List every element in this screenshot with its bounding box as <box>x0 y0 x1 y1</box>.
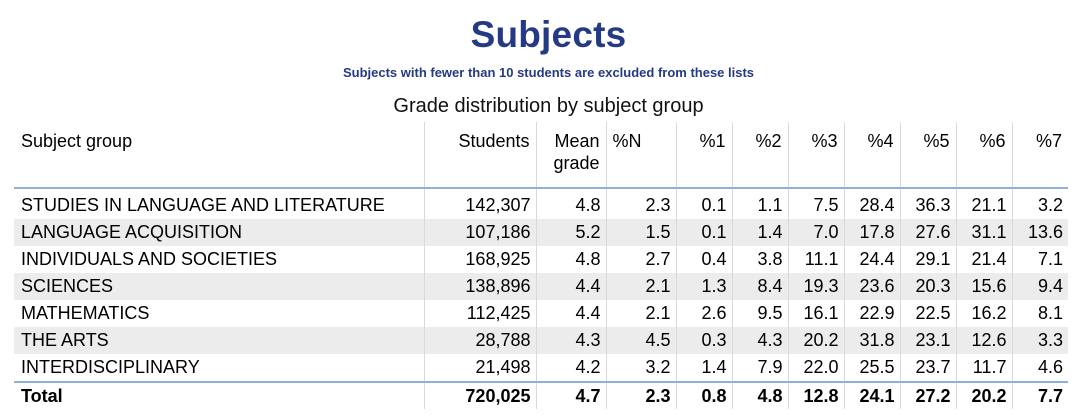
header-mean-grade <box>536 122 606 188</box>
cell-pct-2: 8.4 <box>732 273 788 300</box>
cell-pct-7: 8.1 <box>1012 300 1068 327</box>
cell-pct-5: 20.3 <box>900 273 956 300</box>
cell-pct-3: 7.0 <box>788 219 844 246</box>
cell-mean-grade: 4.8 <box>536 246 606 273</box>
cell-pct-3: 11.1 <box>788 246 844 273</box>
cell-pct-3: 22.0 <box>788 354 844 382</box>
cell-pct-n: 4.5 <box>606 327 676 354</box>
cell-pct-4: 17.8 <box>844 219 900 246</box>
grade-distribution-table <box>14 122 1068 409</box>
header-students: Students <box>424 122 536 188</box>
header-pct-3: %3 <box>788 122 844 188</box>
table-row <box>14 246 1068 273</box>
cell-pct-4: 24.4 <box>844 246 900 273</box>
cell-pct-7: 7.1 <box>1012 246 1068 273</box>
cell-pct-1: 1.4 <box>676 354 732 382</box>
table-row <box>14 354 1068 382</box>
total-pct-7: 7.7 <box>1012 382 1068 409</box>
header-subject-group: Subject group <box>14 122 424 188</box>
cell-subject-group: LANGUAGE ACQUISITION <box>14 219 424 246</box>
header-pct-4: %4 <box>844 122 900 188</box>
cell-pct-6: 11.7 <box>956 354 1012 382</box>
page-subtitle: Subjects with fewer than 10 students are excluded from these lists <box>342 65 755 80</box>
total-pct-n: 2.3 <box>606 382 676 409</box>
cell-pct-n: 2.1 <box>606 300 676 327</box>
cell-students: 142,307 <box>424 188 536 219</box>
table-row <box>14 219 1068 246</box>
cell-pct-6: 31.1 <box>956 219 1012 246</box>
cell-subject-group: INTERDISCIPLINARY <box>21 357 200 377</box>
cell-subject-group: MATHEMATICS <box>21 303 150 323</box>
total-mean-grade: 4.7 <box>536 382 606 409</box>
cell-pct-1: 0.1 <box>676 219 732 246</box>
total-pct-5: 27.2 <box>900 382 956 409</box>
header-pct-5: %5 <box>900 122 956 188</box>
cell-pct-n: 2.1 <box>606 273 676 300</box>
table-row <box>14 188 1068 219</box>
cell-pct-n: 2.3 <box>606 188 676 219</box>
cell-pct-2: 1.1 <box>732 188 788 219</box>
cell-pct-6: 15.6 <box>956 273 1012 300</box>
cell-pct-1: 2.6 <box>676 300 732 327</box>
cell-pct-7: 3.3 <box>1012 327 1068 354</box>
total-pct-4: 24.1 <box>844 382 900 409</box>
cell-mean-grade: 5.2 <box>536 219 606 246</box>
cell-subject-group: THE ARTS <box>14 327 424 354</box>
cell-pct-2: 1.4 <box>732 219 788 246</box>
cell-pct-1: 0.1 <box>676 188 732 219</box>
cell-pct-7: 3.2 <box>1012 188 1068 219</box>
cell-pct-2: 3.8 <box>732 246 788 273</box>
cell-pct-4: 28.4 <box>844 188 900 219</box>
cell-pct-6: 21.4 <box>956 246 1012 273</box>
cell-pct-3: 16.1 <box>788 300 844 327</box>
cell-pct-2: 7.9 <box>732 354 788 382</box>
cell-pct-4: 22.9 <box>844 300 900 327</box>
cell-subject-group: STUDIES IN LANGUAGE AND LITERATURE <box>21 195 385 215</box>
cell-mean-grade: 4.4 <box>536 273 606 300</box>
header-mean-grade-line2: grade <box>553 153 600 173</box>
cell-pct-n: 3.2 <box>606 354 676 382</box>
cell-pct-1: 0.3 <box>676 327 732 354</box>
cell-pct-6: 12.6 <box>956 327 1012 354</box>
cell-pct-5: 23.1 <box>900 327 956 354</box>
cell-pct-n: 1.5 <box>606 219 676 246</box>
cell-pct-2: 9.5 <box>732 300 788 327</box>
table-total-row <box>14 382 1068 409</box>
header-pct-7: %7 <box>1012 122 1068 188</box>
cell-students: 28,788 <box>424 327 536 354</box>
cell-students: 107,186 <box>424 219 536 246</box>
cell-pct-4: 23.6 <box>844 273 900 300</box>
cell-pct-5: 23.7 <box>900 354 956 382</box>
cell-students: 112,425 <box>424 300 536 327</box>
table-row <box>14 273 1068 300</box>
cell-pct-4: 31.8 <box>844 327 900 354</box>
table-row <box>14 327 1068 354</box>
cell-subject-group: SCIENCES <box>14 273 424 300</box>
cell-mean-grade: 4.4 <box>536 300 606 327</box>
header-pct-6: %6 <box>956 122 1012 188</box>
cell-pct-1: 1.3 <box>676 273 732 300</box>
cell-pct-5: 27.6 <box>900 219 956 246</box>
cell-pct-6: 16.2 <box>956 300 1012 327</box>
cell-mean-grade: 4.8 <box>536 188 606 219</box>
header-mean-grade-line1: Mean <box>554 131 600 151</box>
cell-pct-2: 4.3 <box>732 327 788 354</box>
cell-students: 21,498 <box>424 354 536 382</box>
total-students: 720,025 <box>424 382 536 409</box>
cell-pct-5: 36.3 <box>900 188 956 219</box>
cell-pct-7: 4.6 <box>1012 354 1068 382</box>
total-pct-6: 20.2 <box>956 382 1012 409</box>
cell-subject-group: INDIVIDUALS AND SOCIETIES <box>21 249 278 269</box>
cell-pct-7: 13.6 <box>1012 219 1068 246</box>
cell-mean-grade: 4.2 <box>536 354 606 382</box>
table-caption: Grade distribution by subject group <box>393 95 704 117</box>
cell-students: 138,896 <box>424 273 536 300</box>
cell-students: 168,925 <box>424 246 536 273</box>
total-pct-3: 12.8 <box>788 382 844 409</box>
cell-pct-5: 29.1 <box>900 246 956 273</box>
total-label: Total <box>14 382 424 409</box>
header-pct-2: %2 <box>732 122 788 188</box>
header-pct-1: %1 <box>676 122 732 188</box>
cell-pct-3: 7.5 <box>788 188 844 219</box>
cell-pct-4: 25.5 <box>844 354 900 382</box>
cell-pct-6: 21.1 <box>956 188 1012 219</box>
cell-pct-3: 19.3 <box>788 273 844 300</box>
cell-pct-7: 9.4 <box>1012 273 1068 300</box>
total-pct-1: 0.8 <box>676 382 732 409</box>
header-pct-n: %N <box>606 122 676 188</box>
table-header-row <box>14 122 1068 188</box>
cell-pct-3: 20.2 <box>788 327 844 354</box>
cell-pct-n: 2.7 <box>606 246 676 273</box>
cell-pct-5: 22.5 <box>900 300 956 327</box>
table-row <box>14 300 1068 327</box>
page-title: Subjects <box>470 14 627 55</box>
cell-mean-grade: 4.3 <box>536 327 606 354</box>
cell-pct-1: 0.4 <box>676 246 732 273</box>
total-pct-2: 4.8 <box>732 382 788 409</box>
